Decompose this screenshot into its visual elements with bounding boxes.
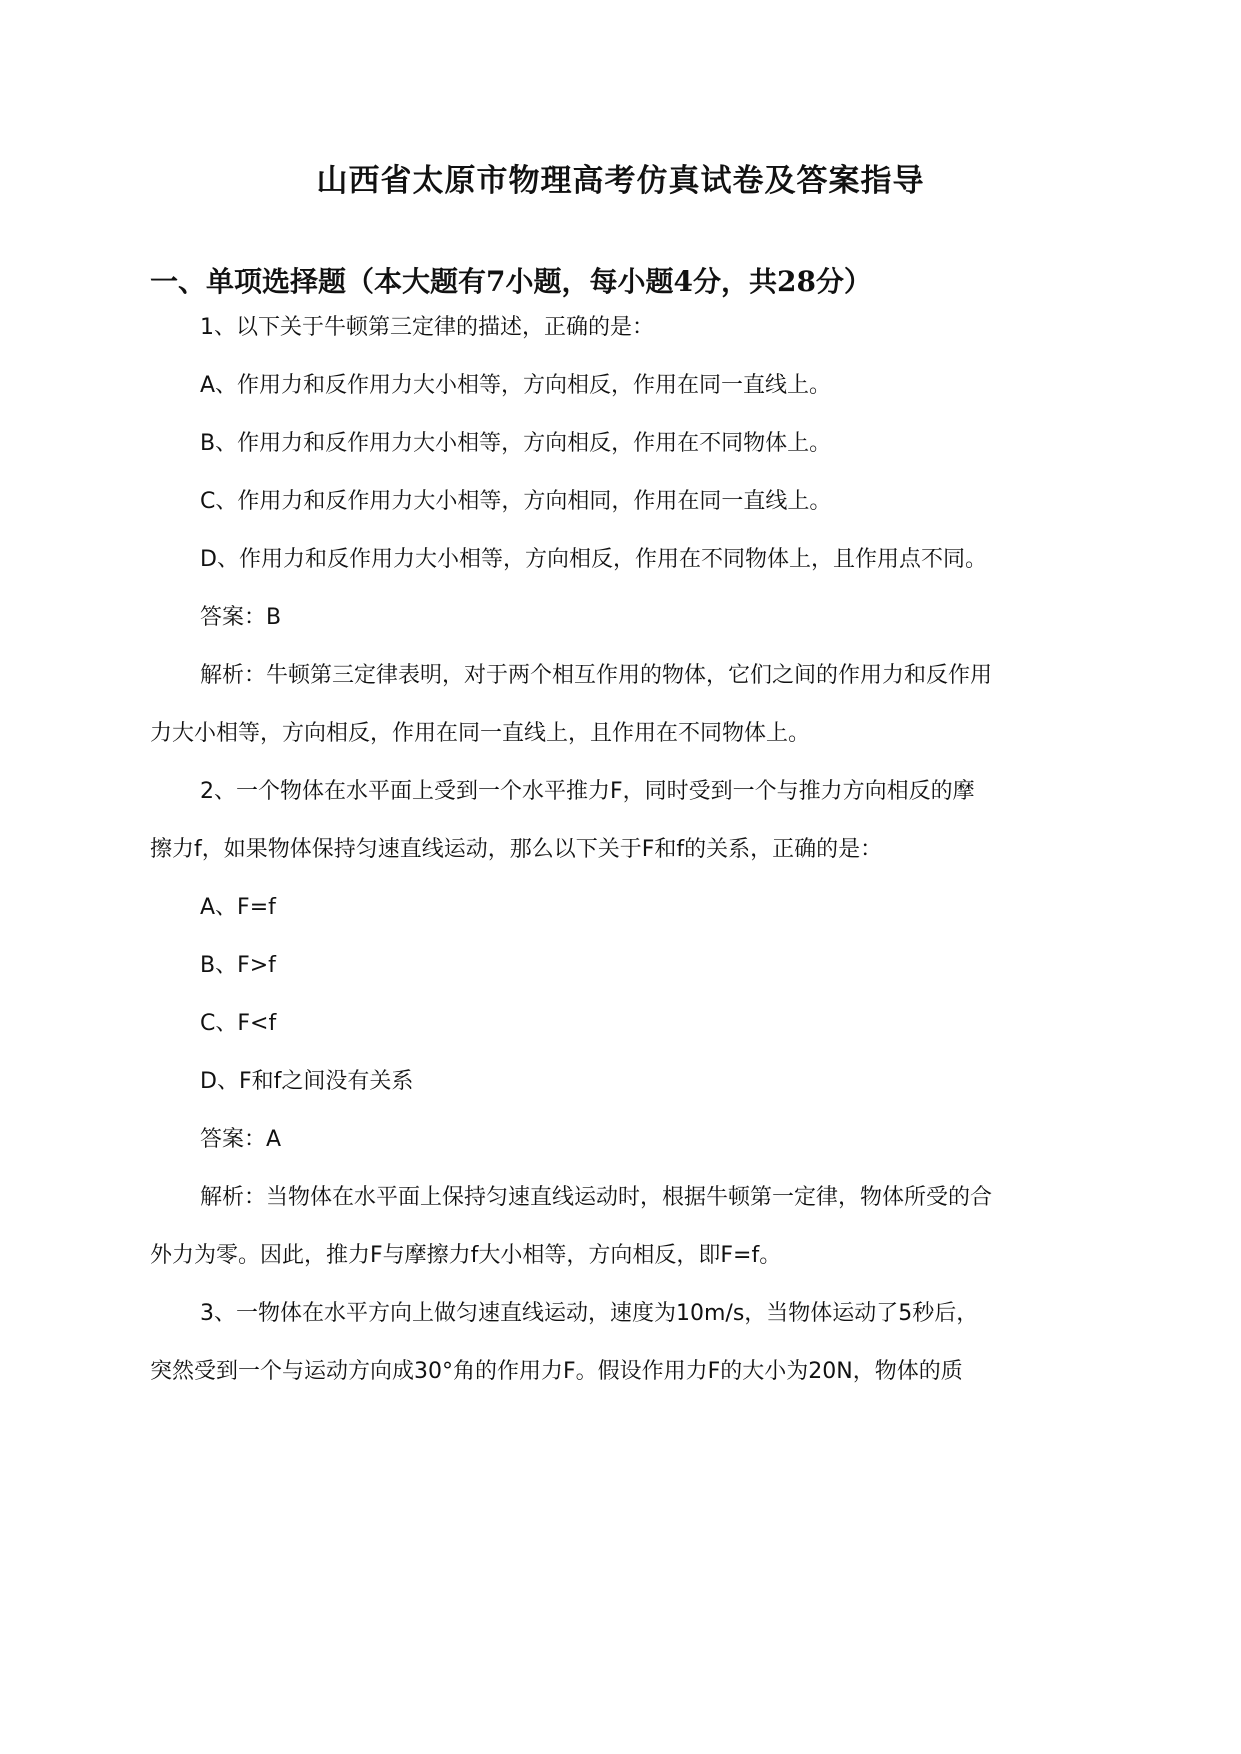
q1-analysis-line1: 解析：牛顿第三定律表明，对于两个相互作用的物体，它们之间的作用力和反作用 <box>200 663 993 688</box>
q1-answer: 答案：B <box>200 605 282 630</box>
q1-analysis-line2: 力大小相等，方向相反，作用在同一直线上，且作用在不同物体上。 <box>150 721 811 746</box>
q2-answer: 答案：A <box>200 1127 282 1152</box>
q3-stem-line1: 3、一物体在水平方向上做匀速直线运动，速度为10m/s，当物体运动了5秒后， <box>200 1301 979 1326</box>
q1-option-a: A、作用力和反作用力大小相等，方向相反，作用在同一直线上。 <box>200 373 832 398</box>
q1-stem: 1、以下关于牛顿第三定律的描述，正确的是： <box>200 315 654 340</box>
q1-option-b: B、作用力和反作用力大小相等，方向相反，作用在不同物体上。 <box>200 431 832 456</box>
q2-stem-line2: 擦力f，如果物体保持匀速直线运动，那么以下关于F和f的关系，正确的是： <box>150 837 883 862</box>
q2-analysis-line1: 解析：当物体在水平面上保持匀速直线运动时，根据牛顿第一定律，物体所受的合 <box>200 1185 993 1210</box>
q1-option-c: C、作用力和反作用力大小相等，方向相同，作用在同一直线上。 <box>200 489 832 514</box>
q2-option-a: A、F=f <box>200 895 276 920</box>
q2-option-b: B、F>f <box>200 953 276 978</box>
q2-option-c: C、F<f <box>200 1011 277 1036</box>
q2-stem-line1: 2、一个物体在水平面上受到一个水平推力F，同时受到一个与推力方向相反的摩 <box>200 779 975 804</box>
document-title: 山西省太原市物理高考仿真试卷及答案指导 <box>316 163 925 199</box>
section-heading: 一、单项选择题（本大题有7小题，每小题4分，共28分） <box>150 265 872 298</box>
q2-analysis-line2: 外力为零。因此，推力F与摩擦力f大小相等，方向相反，即F=f。 <box>150 1243 782 1268</box>
q3-stem-line2: 突然受到一个与运动方向成30°角的作用力F。假设作用力F的大小为20N，物体的质 <box>150 1359 963 1384</box>
q2-option-d: D、F和f之间没有关系 <box>200 1069 414 1094</box>
q1-option-d: D、作用力和反作用力大小相等，方向相反，作用在不同物体上，且作用点不同。 <box>200 547 987 572</box>
